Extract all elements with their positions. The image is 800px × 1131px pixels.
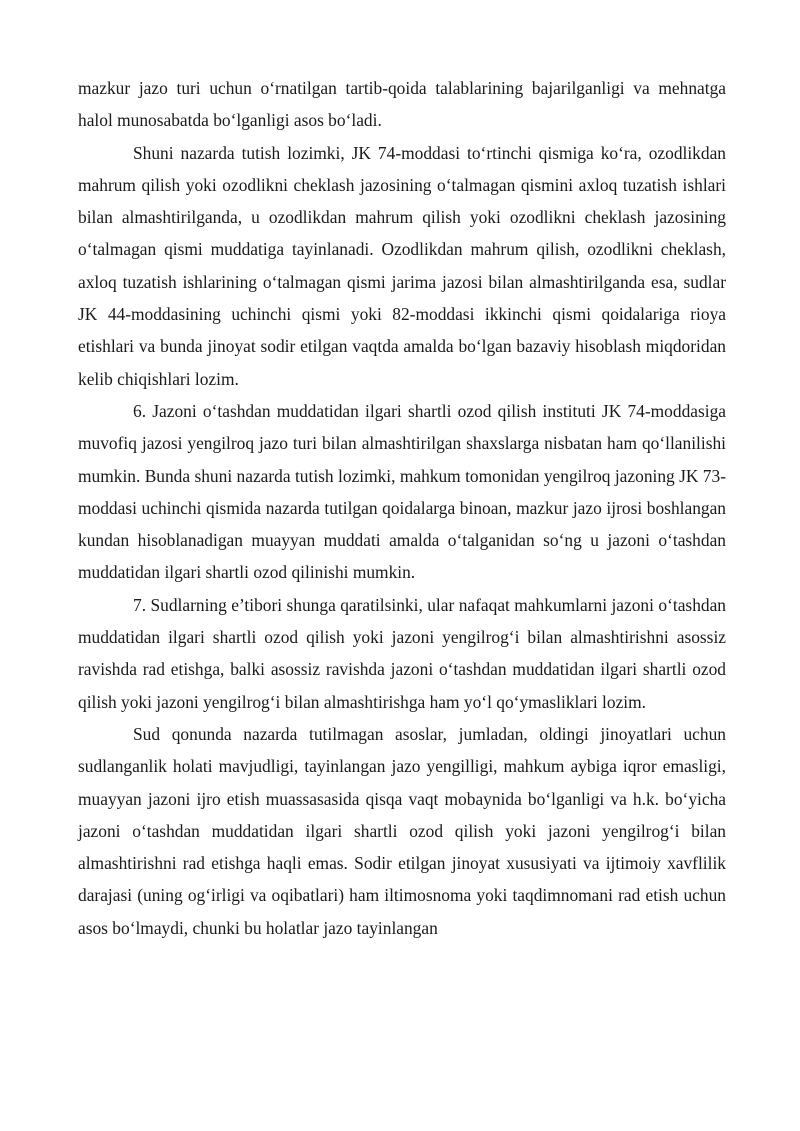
paragraph-4-item-7: 7. Sudlarning e’tibori shunga qaratilsinki, ular nafaqat mahkumlarni jazoni o‘tashdan muddatidan ilgari shartli ozod qilish yoki jazoni yengilrog‘i bilan almashtirishni asossiz ravishda rad etishga, balki asossiz ravishda jazoni o‘tashdan muddatidan ilgari shartli ozod qilish yoki jazoni yengilrog‘i bilan almashtirishga ham yo‘l qo‘ymasliklari lozim. [78, 594, 726, 712]
paragraph-5: Sud qonunda nazarda tutilmagan asoslar, jumladan, oldingi jinoyatlari uchun sudlanganlik holati mavjudligi, tayinlangan jazo yengilligi, mahkum aybiga iqror emasligi, muayyan jazoni ijro etish muassasasida qisqa vaqt mobaynida bo‘lganligi va h.k. bo‘yicha jazoni o‘tashdan muddatidan ilgari shartli ozod qilish yoki jazoni yengilrog‘i bilan almashtirishni rad etishga haqli emas. Sodir etilgan jinoyat xususiyati va ijtimoiy xavflilik darajasi (uning og‘irligi va oqibatlari) ham iltimosnoma yoki taqdimnomani rad etish uchun asos bo‘lmaydi, chunki bu holatlar jazo tayinlangan [78, 723, 726, 938]
paragraph-3-item-6: 6. Jazoni o‘tashdan muddatidan ilgari shartli ozod qilish instituti JK 74-moddasiga muvofiq jazosi yengilroq jazo turi bilan almashtirilgan shaxslarga nisbatan ham qo‘llanilishi mumkin. Bunda shuni nazarda tutish lozimki, mahkum tomonidan yengilroq jazoning JK 73-moddasi uchinchi qismida nazarda tutilgan qoidalarga binoan, mazkur jazo ijrosi boshlangan kundan hisoblanadigan muayyan muddati amalda o‘talganidan so‘ng u jazoni o‘tashdan muddatidan ilgari shartli ozod qilinishi mumkin. [78, 400, 726, 583]
paragraph-2: Shuni nazarda tutish lozimki, JK 74-moddasi to‘rtinchi qismiga ko‘ra, ozodlikdan mahrum qilish yoki ozodlikni cheklash jazosining o‘talmagan qismini axloq tuzatish ishlari bilan almashtirilganda, u ozodlikdan mahrum qilish yoki ozodlikni cheklash jazosining o‘talmagan qismi muddatiga tayinlanadi. Ozodlikdan mahrum qilish, ozodlikni cheklash, axloq tuzatish ishlarining o‘talmagan qismi jarima jazosi bilan almashtirilganda esa, sudlar JK 44-moddasining uchinchi qismi yoki 82-moddasi ikkinchi qismi qoidalariga rioya etishlari va bunda jinoyat sodir etilgan vaqtda amalda bo‘lgan bazaviy hisoblash miqdoridan kelib chiqishlari lozim. [78, 142, 726, 389]
paragraph-1: mazkur jazo turi uchun o‘rnatilgan tartib-qoida talablarining bajarilganligi va mehnatga halol munosabatda bo‘lganligi asos bo‘ladi. [78, 78, 726, 131]
document-page [78, 72, 726, 944]
